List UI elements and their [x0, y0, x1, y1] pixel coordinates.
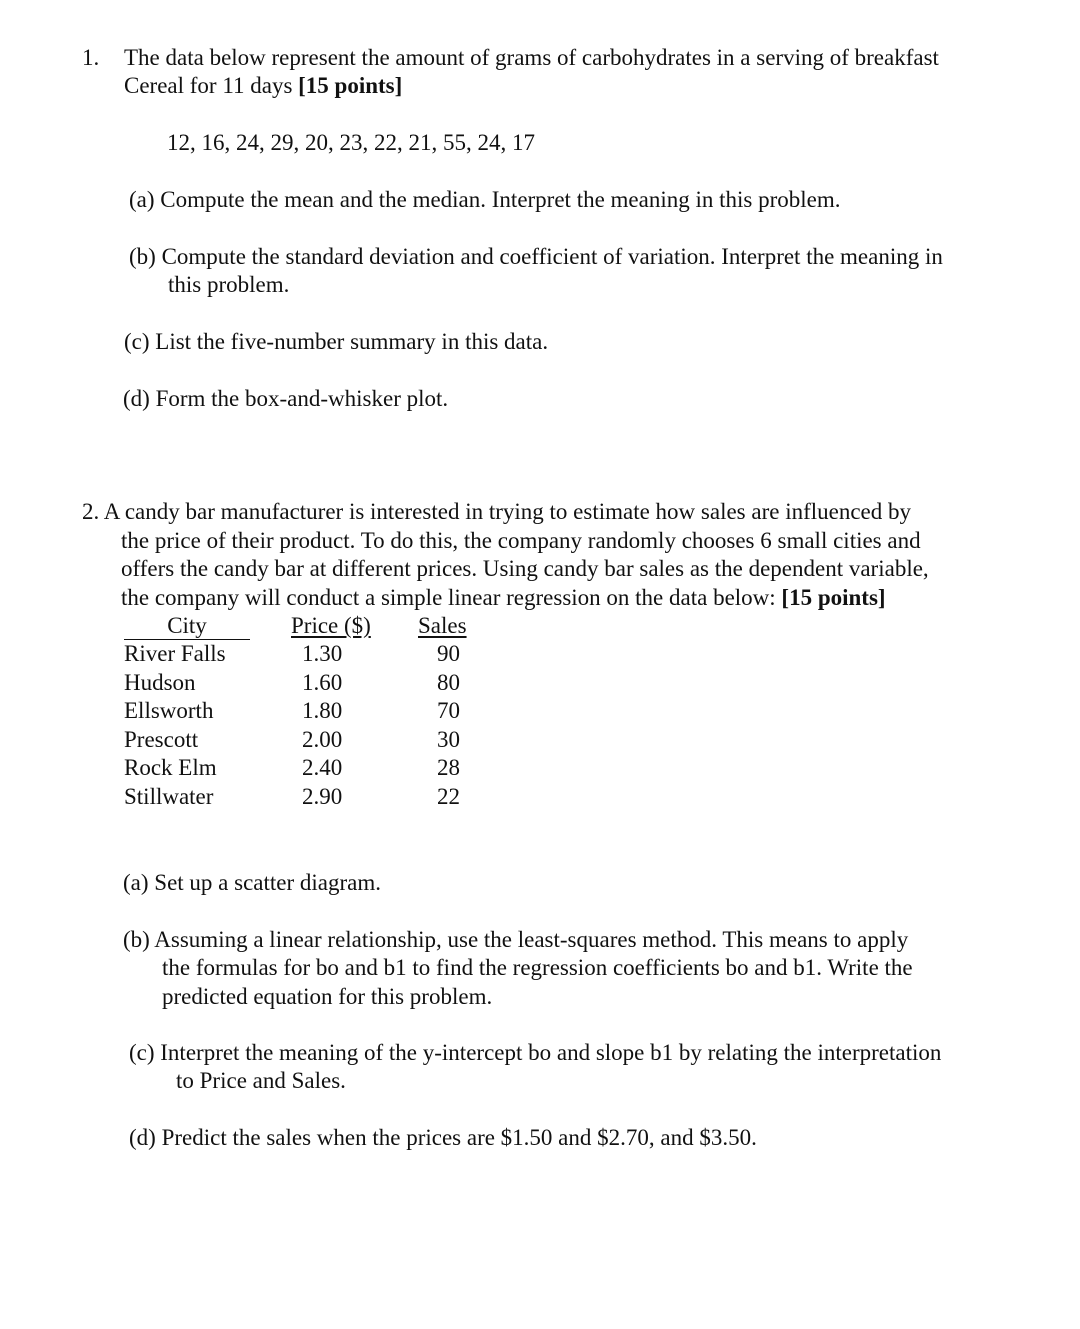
question-1-points: [15 points] — [298, 73, 403, 98]
question-2-prompt-line-1: 2. A candy bar manufacturer is interested in trying to estimate how sales are influenced by — [82, 499, 912, 524]
table-header-sales: Sales — [418, 613, 467, 638]
question-2-part-c-line-2: to Price and Sales. — [176, 1068, 346, 1093]
question-1-part-c: (c) List the five-number summary in this data. — [124, 329, 549, 354]
question-1-prompt-line-1: The data below represent the amount of grams of carbohydrates in a serving of breakfast — [124, 45, 939, 70]
table-header-city: City — [124, 612, 250, 640]
table-cell-price: 1.60 — [302, 670, 343, 695]
question-2-prompt-text: the company will conduct a simple linear regression on the data below: — [121, 585, 782, 610]
question-2-points: [15 points] — [781, 585, 886, 610]
question-1-part-a: (a) Compute the mean and the median. Interpret the meaning in this problem. — [129, 187, 841, 212]
question-2-part-a: (a) Set up a scatter diagram. — [123, 870, 381, 895]
question-2-part-b-line-3: predicted equation for this problem. — [162, 984, 493, 1009]
table-cell-sales: 90 — [437, 641, 460, 666]
table-cell-price: 2.40 — [302, 755, 343, 780]
table-cell-city: Stillwater — [124, 784, 214, 809]
table-cell-city: Ellsworth — [124, 698, 214, 723]
question-2-part-b-line-2: the formulas for bo and b1 to find the regression coefficients bo and b1. Write the — [162, 955, 913, 980]
table-cell-city: Prescott — [124, 727, 199, 752]
table-cell-price: 2.00 — [302, 727, 343, 752]
question-2-part-c-line-1: (c) Interpret the meaning of the y-intercept bo and slope b1 by relating the interpretation — [129, 1040, 942, 1065]
table-cell-price: 1.30 — [302, 641, 343, 666]
table-cell-city: River Falls — [124, 641, 226, 666]
question-1-part-b-line-1: (b) Compute the standard deviation and coefficient of variation. Interpret the meaning in — [129, 244, 943, 269]
question-2-prompt-line-4 — [121, 584, 886, 612]
question-1-data-values: 12, 16, 24, 29, 20, 23, 22, 21, 55, 24, 17 — [167, 130, 535, 155]
question-2-part-b-line-1: (b) Assuming a linear relationship, use the least-squares method. This means to apply — [123, 927, 909, 952]
table-cell-sales: 22 — [437, 784, 460, 809]
question-2-part-d: (d) Predict the sales when the prices are $1.50 and $2.70, and $3.50. — [129, 1125, 757, 1150]
question-2-prompt-line-2: the price of their product. To do this, the company randomly chooses 6 small cities and — [121, 528, 921, 553]
table-cell-sales: 30 — [437, 727, 460, 752]
question-1-number: 1. — [82, 45, 100, 70]
table-cell-city: Rock Elm — [124, 755, 217, 780]
table-cell-price: 1.80 — [302, 698, 343, 723]
table-header-price: Price ($) — [291, 613, 371, 638]
question-1-prompt-line-2 — [124, 72, 402, 100]
question-1-part-d: (d) Form the box-and-whisker plot. — [123, 386, 449, 411]
question-1-part-b-line-2: this problem. — [168, 272, 290, 297]
question-2-prompt-line-3: offers the candy bar at different prices. Using candy bar sales as the dependent variable, — [121, 556, 929, 581]
table-cell-price: 2.90 — [302, 784, 343, 809]
table-cell-sales: 70 — [437, 698, 460, 723]
question-1-prompt-text: Cereal for 11 days — [124, 73, 299, 98]
table-cell-sales: 28 — [437, 755, 460, 780]
table-cell-city: Hudson — [124, 670, 196, 695]
table-cell-sales: 80 — [437, 670, 460, 695]
